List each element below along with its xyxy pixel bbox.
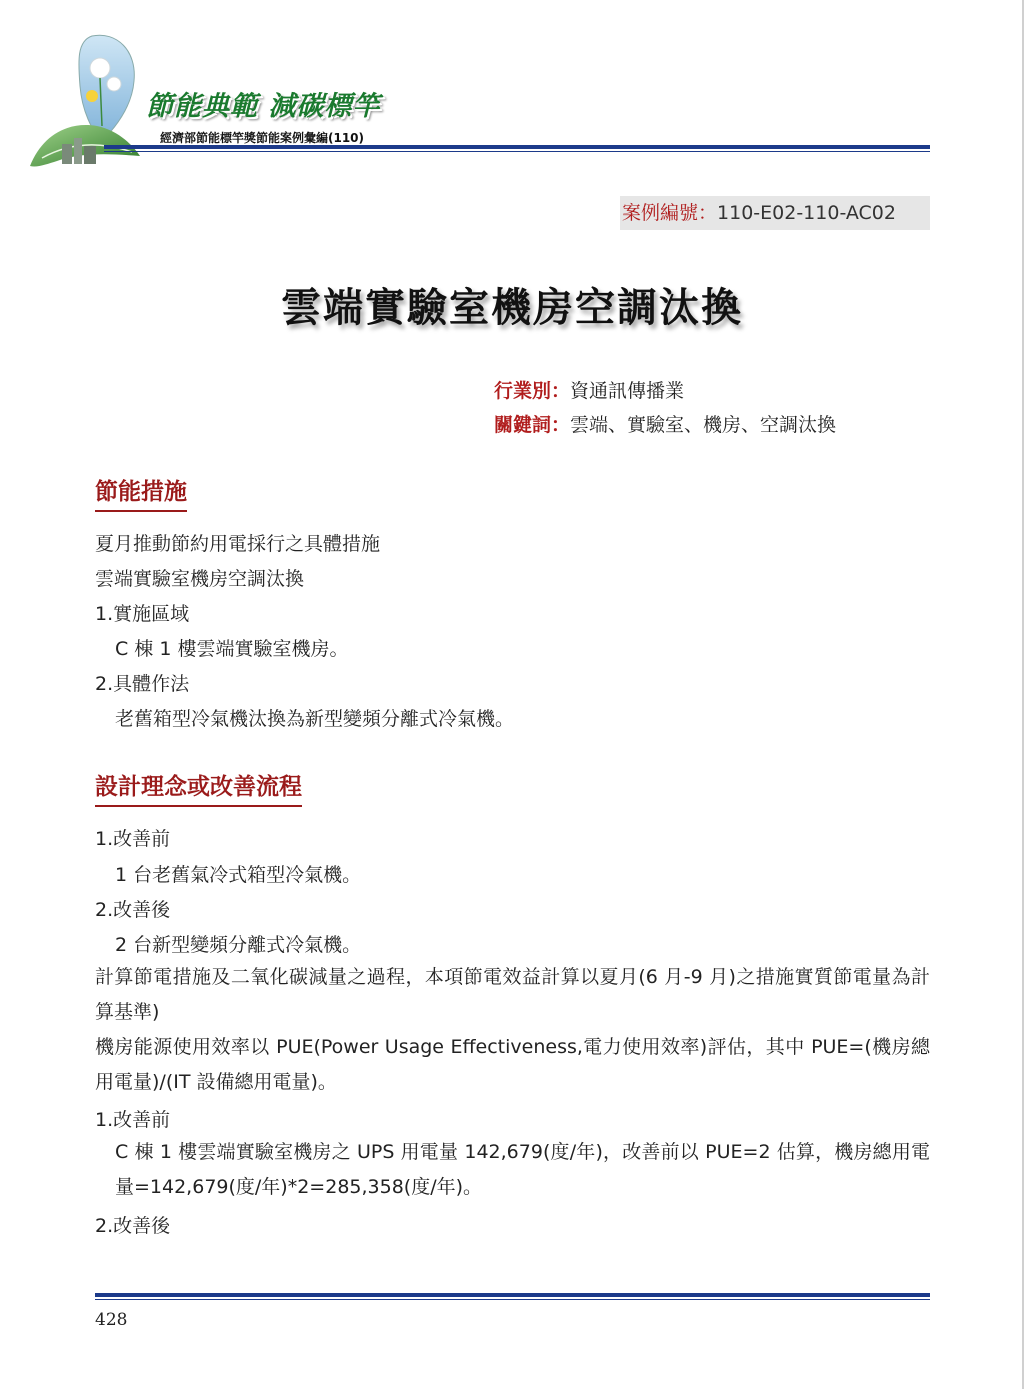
- header-rule-thin: [104, 151, 930, 152]
- body-line: C 棟 1 樓雲端實驗室機房。: [115, 638, 349, 660]
- body-line: 2 台新型變頻分離式冷氣機。: [115, 934, 362, 956]
- brand-subtitle: 經濟部節能標竿獎節能案例彙編(110): [160, 131, 365, 145]
- list-heading: 2.改善後: [95, 1215, 171, 1237]
- page-number: 428: [95, 1310, 128, 1330]
- list-heading: 1.改善前: [95, 828, 171, 850]
- body-line: 夏月推動節約用電採行之具體措施: [95, 533, 381, 555]
- keywords-value: 雲端、實驗室、機房、空調汰換: [570, 414, 837, 436]
- paragraph-pue: 機房能源使用效率以 PUE(Power Usage Effectiveness,電力使用效率)評估，其中 PUE=(機房總用電量)/(IT 設備總用電量)。: [95, 1036, 930, 1093]
- paragraph-calculation: 計算節電措施及二氧化碳減量之過程，本項節電效益計算以夏月(6 月-9 月)之措施實質節電量為計算基準): [95, 966, 930, 1023]
- industry-value: 資通訊傳播業: [570, 380, 685, 402]
- body-line: 1 台老舊氣冷式箱型冷氣機。: [115, 864, 362, 886]
- list-heading: 1.實施區域: [95, 603, 190, 625]
- page-title: 雲端實驗室機房空調汰換: [281, 285, 743, 331]
- list-heading: 2.具體作法: [95, 673, 190, 695]
- case-number-value: 110-E02-110-AC02: [717, 202, 896, 224]
- list-heading: 1.改善前: [95, 1109, 171, 1131]
- industry-row: [494, 376, 684, 403]
- list-heading: 2.改善後: [95, 899, 171, 921]
- industry-label: 行業別：: [494, 380, 571, 402]
- case-number-box: [620, 196, 930, 230]
- paragraph-before: C 棟 1 樓雲端實驗室機房之 UPS 用電量 142,679(度/年)，改善前以 PUE=2 估算，機房總用電量=142,679(度/年)*2=285,358(度/年)。: [115, 1141, 930, 1198]
- brand-title: 節能典範 減碳標竿: [146, 91, 381, 122]
- header-rule: [104, 145, 930, 149]
- case-number-label: 案例編號：: [622, 202, 718, 224]
- section-heading-measures: 節能措施: [95, 473, 187, 512]
- body-line: 雲端實驗室機房空調汰換: [95, 568, 305, 590]
- footer-rule: [95, 1293, 930, 1297]
- keywords-row: [494, 410, 836, 437]
- footer-rule-thin: [95, 1299, 930, 1300]
- keywords-label: 關鍵詞：: [494, 414, 571, 436]
- section-heading-design: 設計理念或改善流程: [95, 768, 302, 807]
- body-line: 老舊箱型冷氣機汰換為新型變頻分離式冷氣機。: [115, 708, 515, 730]
- taiwan-leaf-logo-icon: [22, 26, 162, 176]
